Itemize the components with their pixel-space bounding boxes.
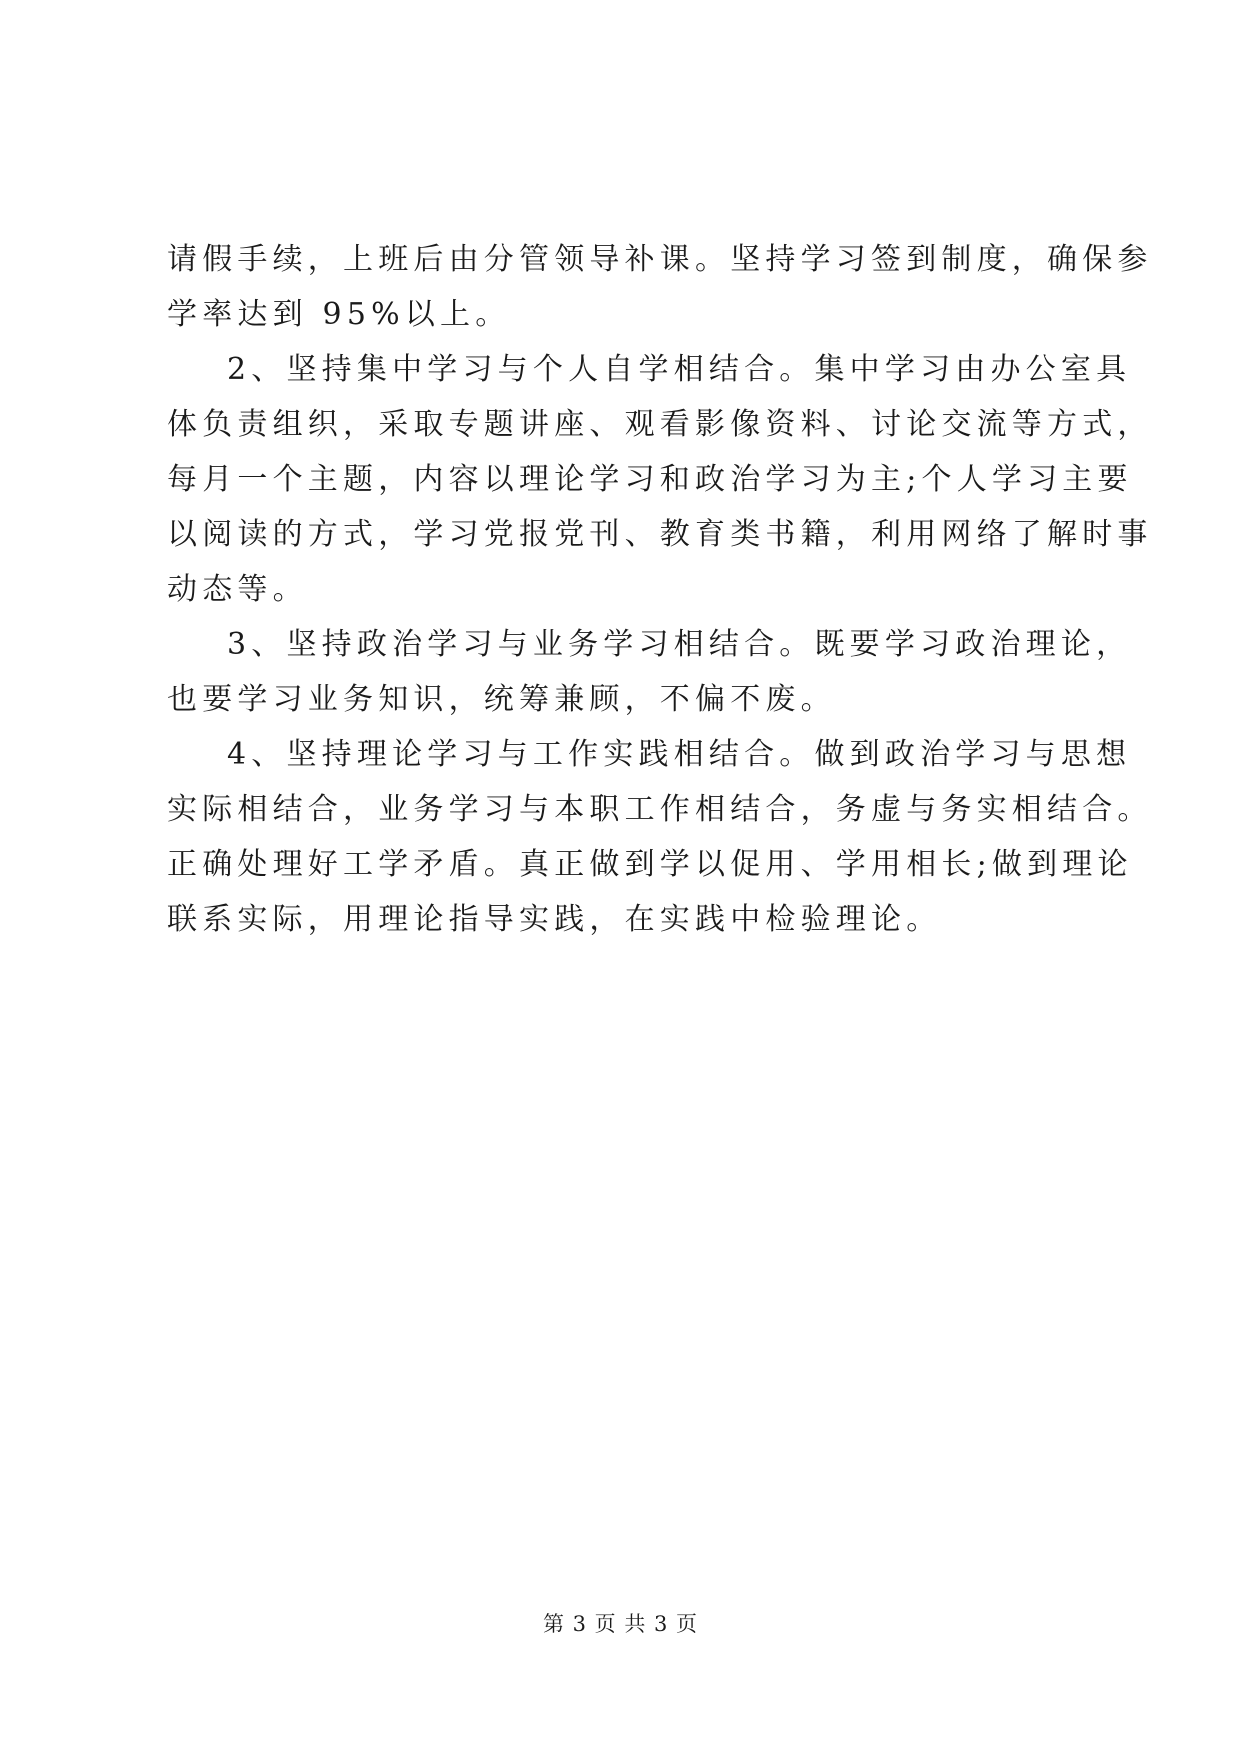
paragraph-line: 请假手续，上班后由分管领导补课。坚持学习签到制度，确保参 — [167, 242, 1153, 277]
paragraph-4 — [167, 727, 1153, 947]
paragraph-2 — [167, 342, 1153, 617]
paragraph-line: 4、坚持理论学习与工作实践相结合。做到政治学习与思想 — [227, 737, 1132, 772]
paragraph-line: 实际相结合，业务学习与本职工作相结合，务虚与务实相结合。 — [167, 792, 1153, 827]
paragraph-3 — [167, 617, 1132, 727]
page-number-footer: 第 3 页 共 3 页 — [542, 1612, 699, 1636]
paragraph-line: 体负责组织，采取专题讲座、观看影像资料、讨论交流等方式， — [167, 407, 1153, 442]
paragraph-1 — [167, 232, 1153, 342]
document-body — [167, 232, 1153, 947]
paragraph-line: 学率达到 95%以上。 — [167, 297, 511, 332]
paragraph-line: 动态等。 — [167, 572, 308, 607]
paragraph-line: 3、坚持政治学习与业务学习相结合。既要学习政治理论， — [227, 627, 1132, 662]
paragraph-line: 正确处理好工学矛盾。真正做到学以促用、学用相长;做到理论 — [167, 847, 1133, 882]
paragraph-line: 也要学习业务知识，统筹兼顾，不偏不废。 — [167, 682, 836, 717]
paragraph-line: 以阅读的方式，学习党报党刊、教育类书籍，利用网络了解时事 — [167, 517, 1153, 552]
paragraph-line: 每月一个主题，内容以理论学习和政治学习为主;个人学习主要 — [167, 462, 1133, 497]
paragraph-line: 联系实际，用理论指导实践，在实践中检验理论。 — [167, 902, 942, 937]
paragraph-line: 2、坚持集中学习与个人自学相结合。集中学习由办公室具 — [227, 352, 1132, 387]
